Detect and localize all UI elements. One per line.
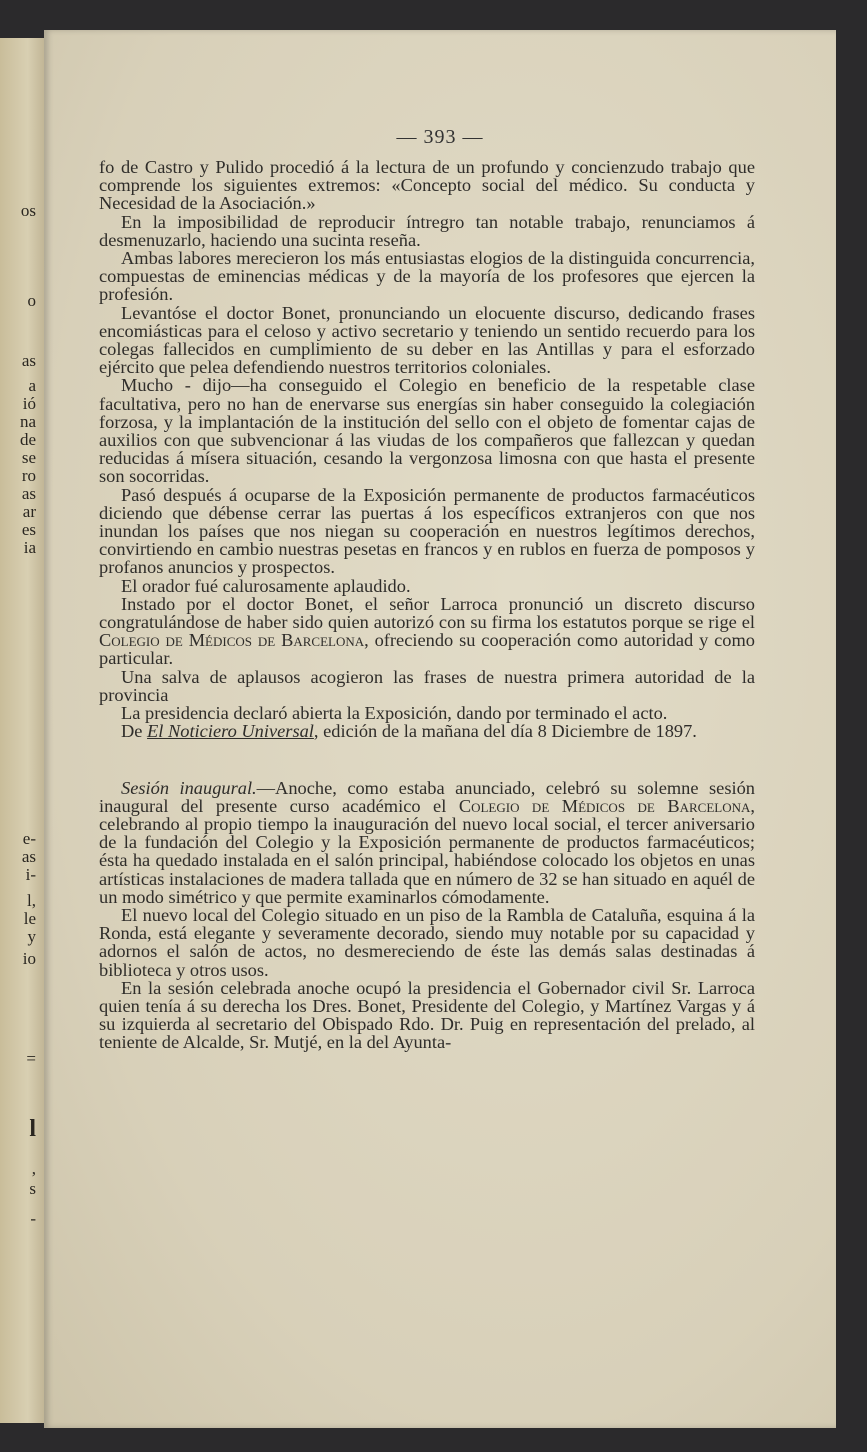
book-page <box>44 30 836 1428</box>
margin-fragment: e- <box>22 829 36 848</box>
paragraph <box>99 779 755 906</box>
institution-name: Colegio de Médicos de Barcelona <box>99 630 365 651</box>
margin-fragment: l <box>29 1116 36 1142</box>
margin-fragment: y <box>27 927 36 946</box>
margin-fragment: l, <box>27 891 36 910</box>
margin-fragment: o <box>27 291 36 310</box>
paragraph: Mucho - dijo—ha conseguido el Colegio en beneficio de la respetable clase facultativa, pero no han de enervarse sus energías sin haber conseguido la colegiación forzosa, y la implantación de la institución del sello con el objeto de fomentar cajas de auxilios con que subvencionar á las viudas de los compañeros que fallezcan y quedan reducidas á mísera situación, cesando la vergonzosa limosna con que hasta el presente son socorridas. <box>99 375 755 487</box>
paragraph: Ambas labores merecieron los más entusiastas elogios de la distinguida concurrencia, compuestas de eminencias médicas y de la mayoría de los profesores que ejercen la profesión. <box>99 248 755 305</box>
margin-fragment: es <box>21 520 36 539</box>
page-number: — 393 — <box>396 126 484 148</box>
margin-fragment: as <box>21 484 36 503</box>
paragraph-text: , ofreciendo su cooperación como autoridad y como particular. <box>99 630 755 669</box>
margin-fragment: ro <box>21 466 36 485</box>
margin-fragment: ió <box>22 394 36 413</box>
margin-fragment: se <box>21 448 36 467</box>
paragraph-text: , edición de la mañana del día 8 Diciembre de 1897. <box>313 721 697 742</box>
institution-name: Colegio de Médicos de Barcelona <box>458 795 751 816</box>
facing-page-text-fragments <box>0 38 40 1423</box>
paragraph-text: De <box>121 721 148 742</box>
paragraph-text: —Anoche, como estaba anunciado, celebró su solemne sesión inaugural del presente curso académico el <box>99 777 755 816</box>
margin-fragment: ia <box>23 538 36 557</box>
margin-fragment: , <box>31 1159 36 1178</box>
margin-fragment: = <box>26 1049 36 1068</box>
margin-fragment: s <box>29 1179 36 1198</box>
paragraph: Una salva de aplausos acogieron las frases de nuestra primera autoridad de la provincia <box>99 666 755 705</box>
margin-fragment: na <box>19 412 36 431</box>
margin-fragment: io <box>22 949 36 968</box>
margin-fragment: - <box>30 1209 36 1228</box>
paragraph <box>99 595 755 668</box>
paragraph: La presidencia declaró abierta la Exposición, dando por terminado el acto. <box>121 703 668 724</box>
paragraph-text: , celebrando al propio tiempo la inauguración del nuevo local social, el tercer aniversario de la fundación del Colegio y la Exposición permanente de productos farmacéuticos; ésta ha quedado instalada en el salón principal, habiéndose colocado los objetos en unas artísticas instalaciones de madera tallada que en número de 32 se han situado en aquél de un modo simétrico y que permite examinarlos cómodamente. <box>99 795 755 907</box>
page-body <box>99 158 755 1052</box>
margin-fragment: a <box>28 376 36 395</box>
paragraph: En la imposibilidad de reproducir íntregro tan notable trabajo, renunciamos á desmenuzarlo, haciendo una sucinta reseña. <box>99 211 755 250</box>
paragraph: En la sesión celebrada anoche ocupó la presidencia el Gobernador civil Sr. Larroca quien tenía á su derecha los Dres. Bonet, Presidente del Colegio, y Martínez Vargas y á su izquierda al secretario del Obispado Rdo. Dr. Puig en representación del prelado, al teniente de Alcalde, Sr. Mutjé, en la del Ayunta- <box>99 977 755 1053</box>
newspaper-title: El Noticiero Universal <box>147 721 314 742</box>
section-heading: Sesión inaugural. <box>121 777 257 798</box>
paragraph: El nuevo local del Colegio situado en un piso de la Rambla de Cataluña, esquina á la Ronda, está elegante y severamente decorado, siendo muy notable por su capacidad y adornos el salón de actos, no desmereciendo de éste las demás salas destinadas á biblioteca y otros usos. <box>99 904 755 980</box>
paragraph: Levantóse el doctor Bonet, pronunciando un elocuente discurso, dedicando frases encomiásticas para el celoso y activo secretario y teniendo un sentido recuerdo para los colegas fallecidos en cumplimiento de su deber en las Antillas y para el esforzado ejército que pelea defendiendo nuestros territorios coloniales. <box>99 302 755 378</box>
margin-fragment: os <box>20 201 36 220</box>
margin-fragment: as <box>21 847 36 866</box>
margin-fragment: le <box>23 909 36 928</box>
margin-fragment: ar <box>22 502 36 521</box>
paragraph: Pasó después á ocuparse de la Exposición permanente de productos farmacéuticos diciendo que débense cerrar las puertas á los específicos extranjeros con que nos inundan los países que nos niegan su cooperación en nuestros legítimos derechos, convirtiendo en cambio nuestras pesetas en francos y en rublos en fuerza de pomposos y profanos anuncios y prospectos. <box>99 484 755 578</box>
margin-fragment: de <box>19 430 36 449</box>
paragraph-text: Instado por el doctor Bonet, el señor Larroca pronunció un discreto discurso congratulándose de haber sido quien autorizó con su firma los estatutos porque se rige el <box>99 593 755 633</box>
paragraph: El orador fué calurosamente aplaudido. <box>121 575 411 596</box>
facing-page-edge <box>0 38 46 1423</box>
paragraph: fo de Castro y Pulido procedió á la lectura de un profundo y concienzudo trabajo que comprende los siguientes extremos: «Concepto social del médico. Su conducta y Necesidad de la Asociación.» <box>99 157 755 214</box>
margin-fragment: as <box>21 351 36 370</box>
margin-fragment: i- <box>25 865 36 884</box>
paragraph <box>99 722 755 740</box>
